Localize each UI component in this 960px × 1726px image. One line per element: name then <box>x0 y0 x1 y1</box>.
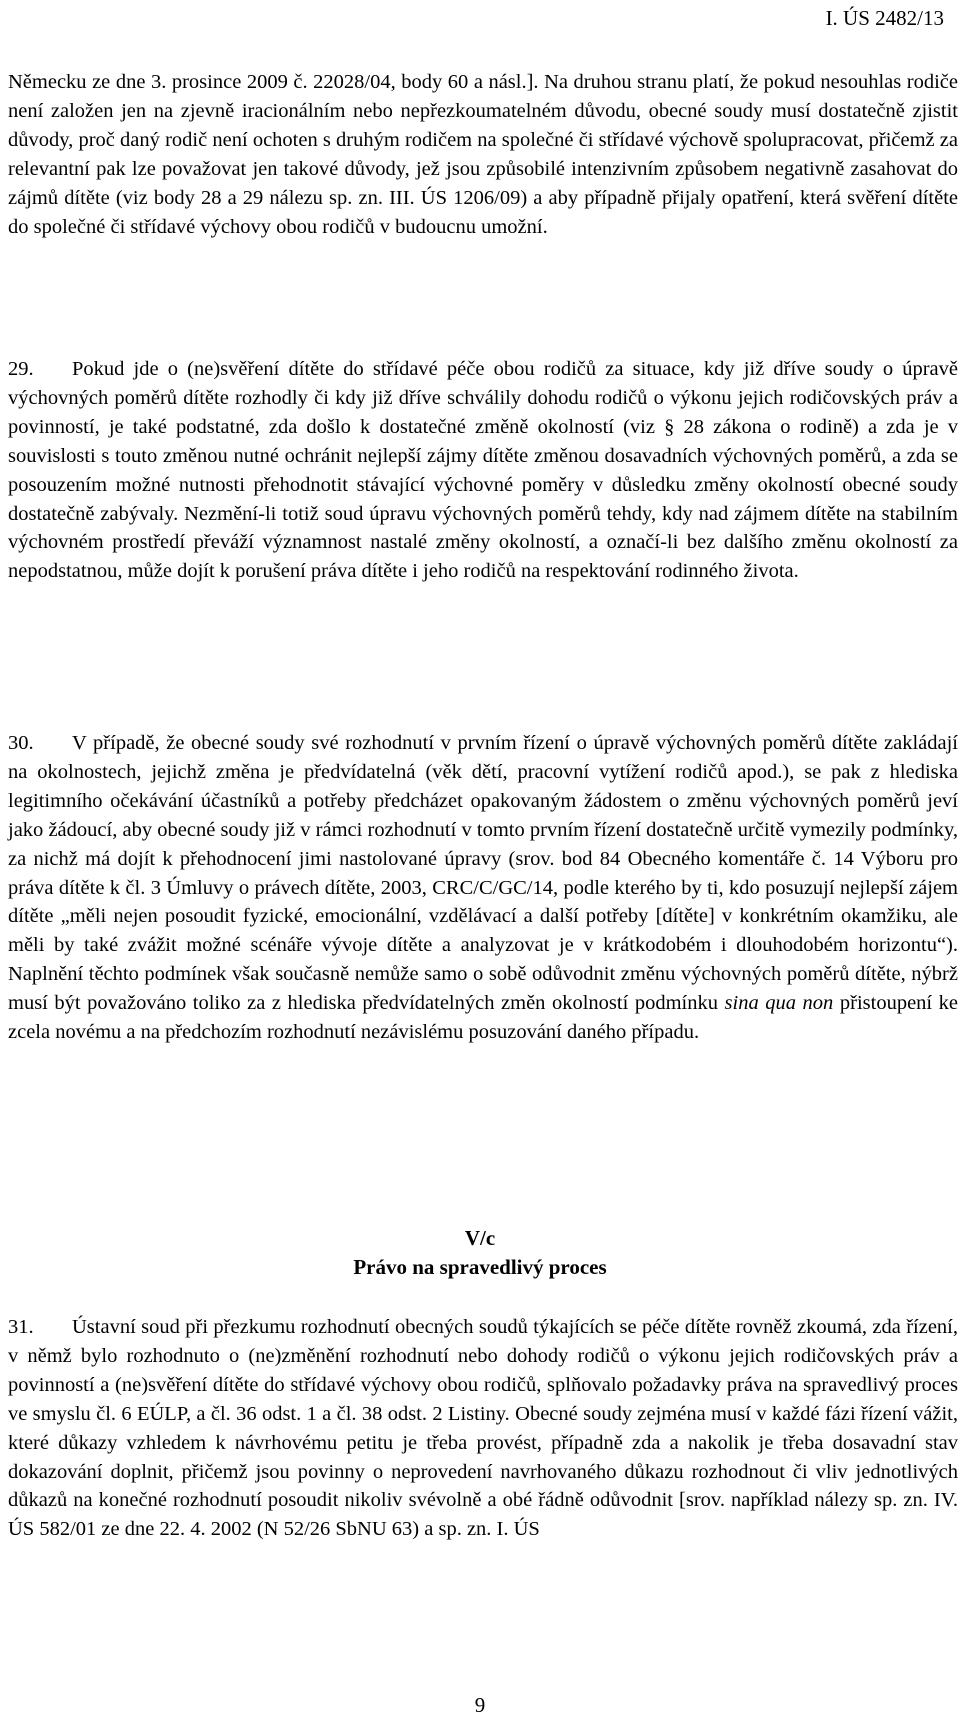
section-heading <box>0 1224 960 1282</box>
paragraph-30 <box>8 729 958 1047</box>
case-reference: I. ÚS 2482/13 <box>825 6 944 30</box>
paragraph-29-text: Pokud jde o (ne)svěření dítěte do střídavé péče obou rodičů za situace, kdy již dříve soudy o úpravě výchovných poměrů dítěte rozhodly či kdy již dříve schválily dohodu rodičů o výkonu jejich rodičovských práv a povinností, je také podstatné, zda došlo k dostatečné změně okolností (viz § 28 zákona o rodině) a zda je v souvislosti s touto změnou nutné ochránit nejlepší zájmy dítěte změnou dosavadních výchovných poměrů, a zda se posouzením možné nutnosti přehodnotit stávající výchovné poměry v důsledku změny okolností obecné soudy dostatečně zabývaly. Nezmění-li totiž soud úpravu výchovných poměrů tehdy, kdy nad zájmem dítěte na stabilním výchovném prostředí převáží významnost nastalé změny okolností, a označí-li bez dalšího změnu okolností za nepodstatnou, může dojít k porušení práva dítěte i jeho rodičů na respektování rodinného života. <box>8 358 958 583</box>
paragraph-31-text: Ústavní soud při přezkumu rozhodnutí obecných soudů týkajících se péče dítěte rovněž zkoumá, zda řízení, v němž bylo rozhodnuto o (ne)změnění rozhodnutí nebo dohody rodičů o výkonu jejich rodičovských práv a povinností a (ne)svěření dítěte do střídavé výchovy obou rodičů, splňovalo požadavky práva na spravedlivý proces ve smyslu čl. 6 EÚLP, a čl. 36 odst. 1 a čl. 38 odst. 2 Listiny. Obecné soudy zejména musí v každé fázi řízení vážit, které důkazy vzhledem k návrhovému petitu je třeba provést, případně zda a nakolik je třeba dosavadní stav dokazování doplnit, přičemž jsou povinny o neprovedení navrhovaného důkazu rozhodnout či vliv jednotlivých důkazů na konečné rozhodnutí posoudit nikoliv svévolně a obé řádně odůvodnit [srov. například nálezy sp. zn. IV. ÚS 582/01 ze dne 22. 4. 2002 (N 52/26 SbNU 63) a sp. zn. I. ÚS <box>8 1316 958 1541</box>
paragraph-30-number: 30. <box>8 732 34 754</box>
paragraph-continuation-text: Německu ze dne 3. prosince 2009 č. 22028/04, body 60 a násl.]. Na druhou stranu platí, že pokud nesouhlas rodiče není založen jen na zjevně iracionálním nebo nepřezkoumatelném důvodu, obecné soudy musí dostatečně zjistit důvody, proč daný rodič není ochoten s druhým rodičem na společné či střídavé výchově spolupracovat, přičemž za relevantní pak lze považovat jen takové důvody, jež jsou způsobilé intenzivním způsobem negativně zasahovat do zájmů dítěte (viz body 28 a 29 nálezu sp. zn. III. ÚS 1206/09) a aby případně přijaly opatření, která svěření dítěte do společné či střídavé výchovy obou rodičů v budoucnu umožní. <box>8 71 958 238</box>
paragraph-29-number: 29. <box>8 358 34 380</box>
paragraph-continuation <box>8 68 958 241</box>
paragraph-31 <box>8 1313 958 1544</box>
section-number: V/c <box>464 1226 496 1250</box>
paragraph-30-text-b: přistoupení ke zcela novému a na předchozím rozhodnutí nezávislému posuzování daného případu. <box>8 992 959 1044</box>
page-number: 9 <box>474 1693 486 1717</box>
paragraph-29 <box>8 355 958 586</box>
section-title: Právo na spravedlivý proces <box>353 1255 607 1279</box>
paragraph-30-text-a: V případě, že obecné soudy své rozhodnutí v prvním řízení o úpravě výchovných poměrů dítěte zakládají na okolnostech, jejichž změna je předvídatelná (věk dětí, pracovní vytížení rodičů apod.), se pak z hlediska legitimního očekávání účastníků a potřeby předcházet opakovaným žádostem o změnu výchovných poměrů jeví jako žádoucí, aby obecné soudy již v rámci rozhodnutí v tomto prvním řízení dostatečně určitě vymezily podmínky, za nichž má dojít k přehodnocení jimi nastolované úpravy (srov. bod 84 Obecného komentáře č. 14 Výboru pro práva dítěte k čl. 3 Úmluvy o právech dítěte, 2003, CRC/C/GC/14, podle kterého by ti, kdo posuzují nejlepší zájem dítěte „měli nejen posoudit fyzické, emocionální, vzdělávací a další potřeby [dítěte] v konkrétním okamžiku, ale měli by také zvážit možné scénáře vývoje dítěte a analyzovat je v krátkodobém i dlouhodobém horizontu“). Naplnění těchto podmínek však současně nemůže samo o sobě odůvodnit změnu výchovných poměrů dítěte, nýbrž musí být považováno toliko za z hlediska předvídatelných změn okolností podmínku <box>8 732 958 1015</box>
latin-phrase: sina qua non <box>724 992 834 1015</box>
paragraph-31-number: 31. <box>8 1316 34 1338</box>
